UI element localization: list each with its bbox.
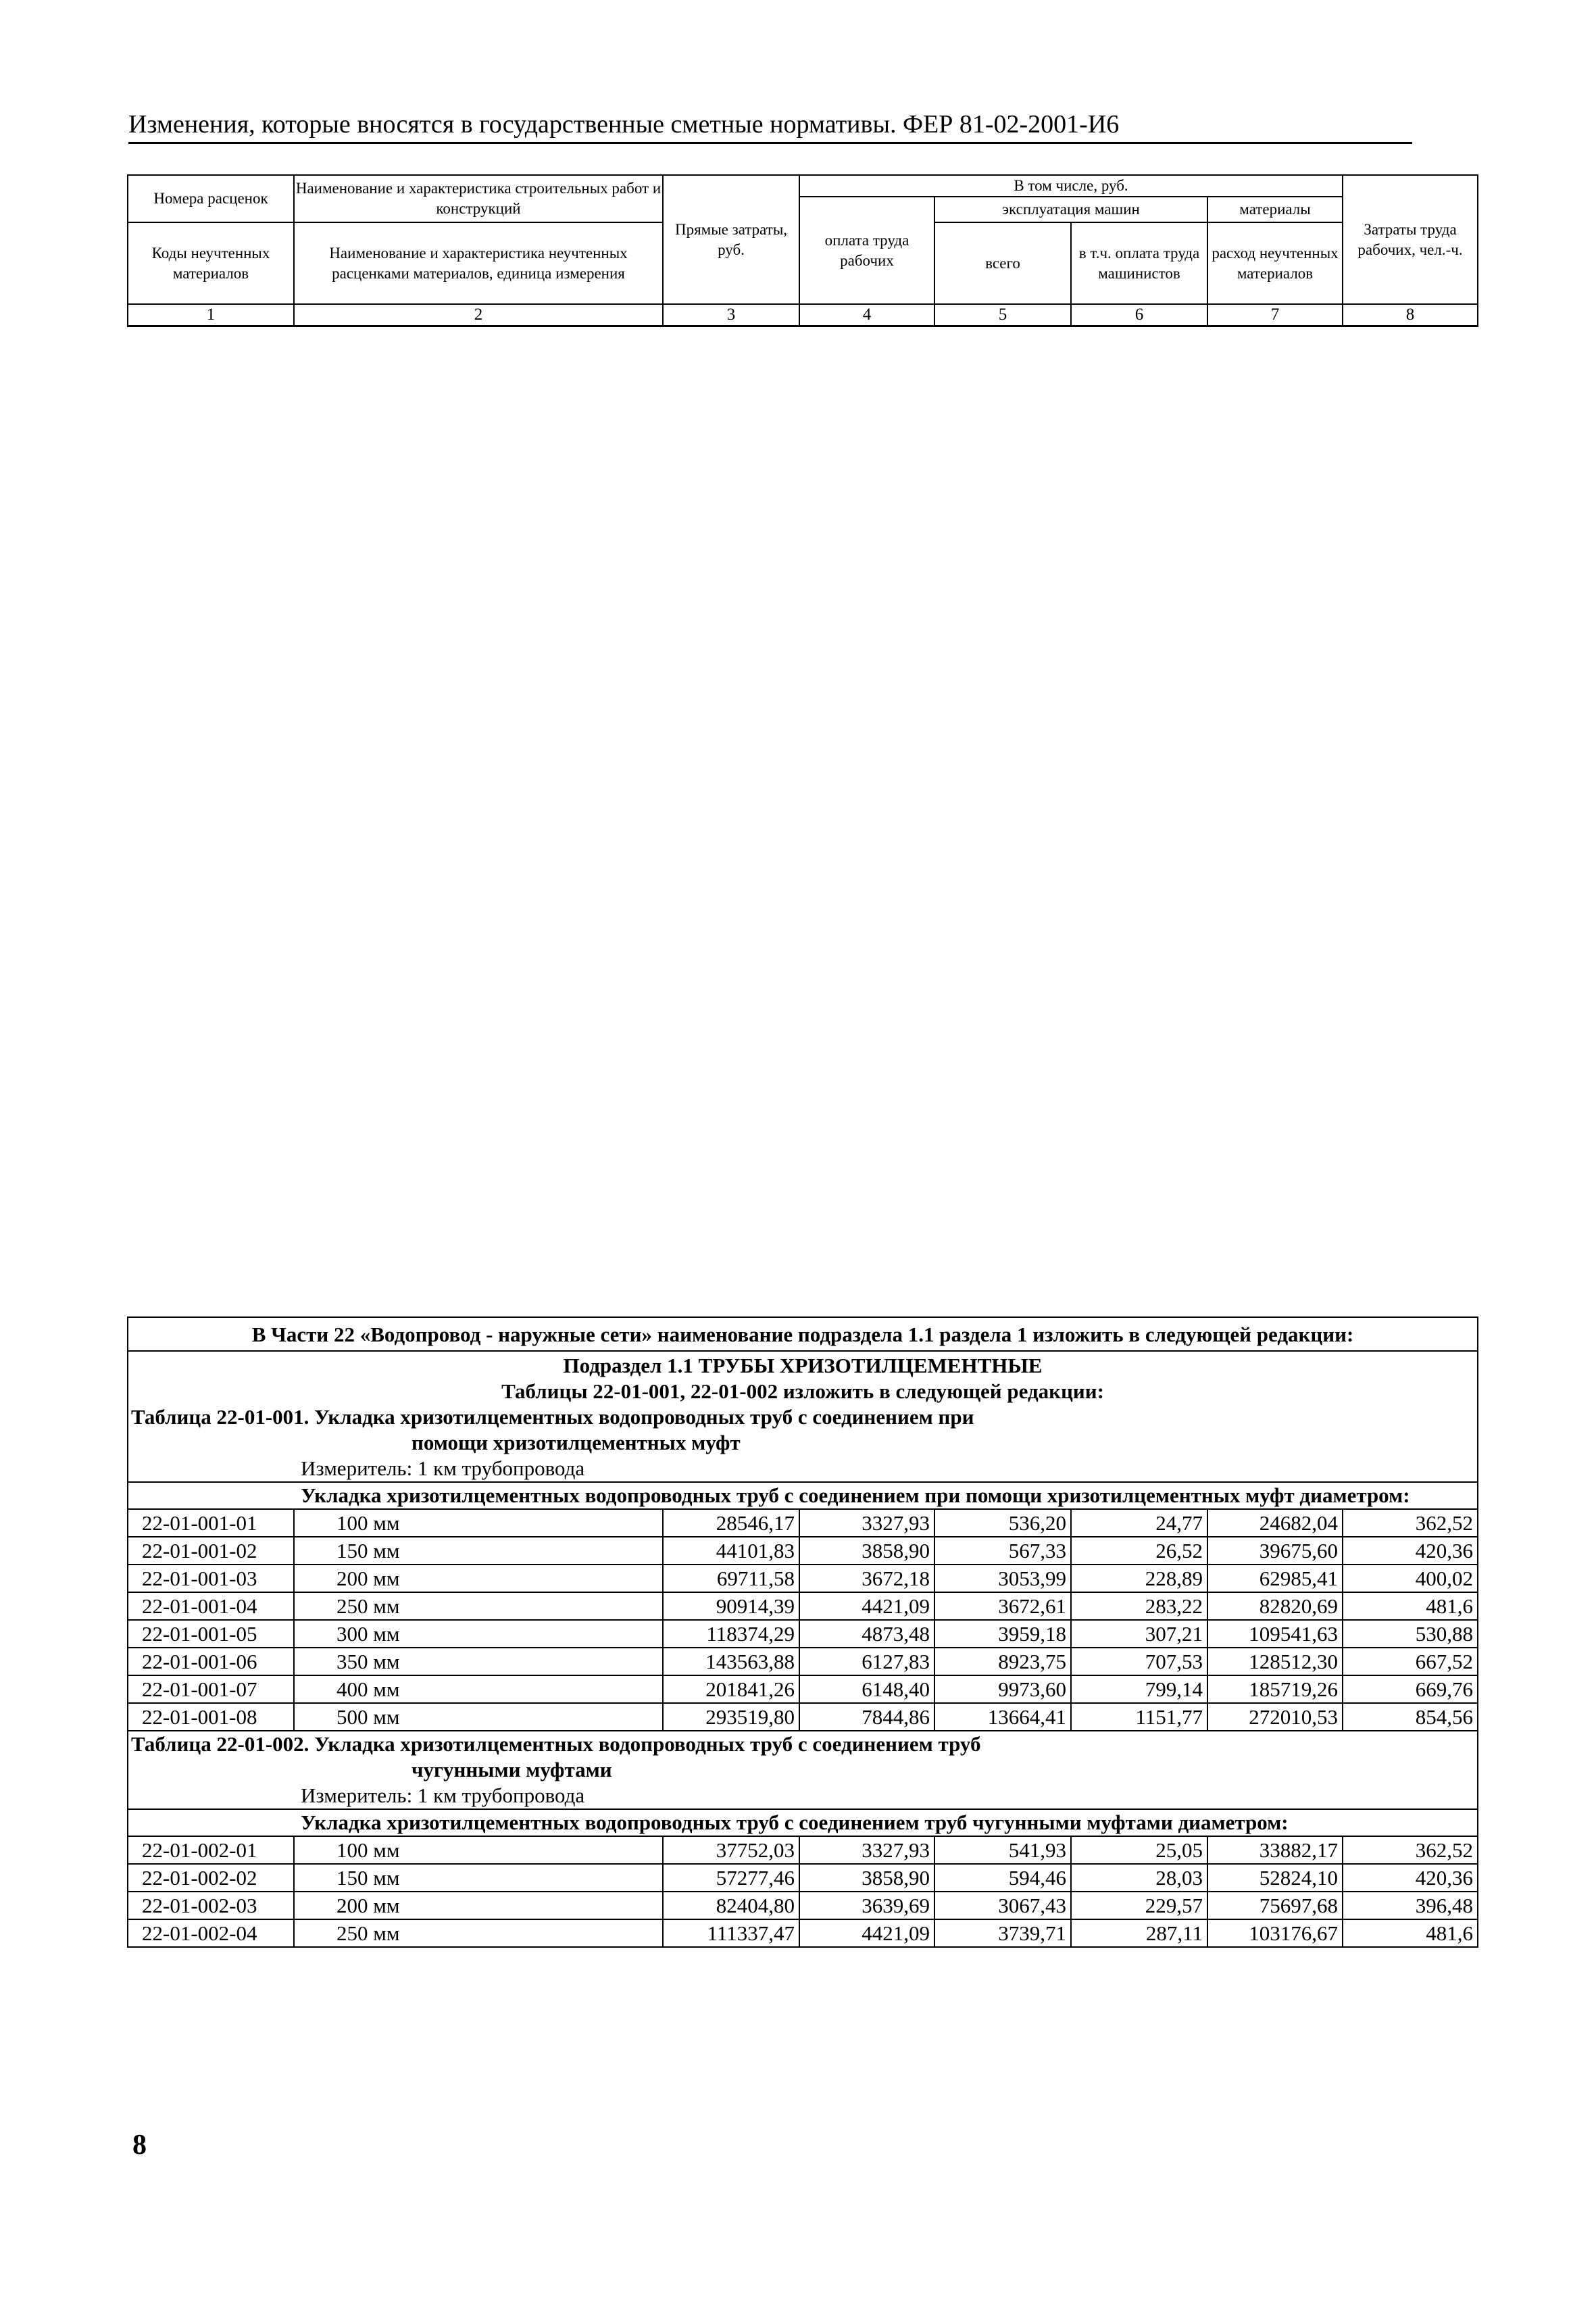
row-code: 22-01-002-01 (128, 1836, 294, 1864)
table-row (128, 1892, 1478, 1919)
header-col1-bottom: Коды неучтенных материалов (128, 222, 294, 304)
header-group-machines: эксплуатация машин (934, 197, 1207, 222)
machinist-pay: 1151,77 (1071, 1703, 1207, 1731)
header-rule (128, 142, 1412, 144)
labor-hours: 420,36 (1343, 1864, 1478, 1892)
worker-pay: 3639,69 (799, 1892, 934, 1919)
materials-consumption: 185719,26 (1207, 1675, 1343, 1703)
row-code: 22-01-001-03 (128, 1565, 294, 1592)
worker-pay: 4421,09 (799, 1919, 934, 1947)
row-code: 22-01-001-05 (128, 1620, 294, 1648)
row-code: 22-01-001-02 (128, 1537, 294, 1565)
row-size: 100 мм (294, 1509, 663, 1537)
row-size: 150 мм (294, 1537, 663, 1565)
materials-consumption: 272010,53 (1207, 1703, 1343, 1731)
worker-pay: 6148,40 (799, 1675, 934, 1703)
labor-hours: 669,76 (1343, 1675, 1478, 1703)
header-col5: всего (934, 222, 1071, 304)
machinist-pay: 26,52 (1071, 1537, 1207, 1565)
row-code: 22-01-002-03 (128, 1892, 294, 1919)
row-size: 300 мм (294, 1620, 663, 1648)
row-size: 250 мм (294, 1592, 663, 1620)
table-row (128, 1565, 1478, 1592)
machines-total: 8923,75 (934, 1648, 1071, 1675)
labor-hours: 481,6 (1343, 1592, 1478, 1620)
direct-cost: 201841,26 (663, 1675, 799, 1703)
materials-consumption: 33882,17 (1207, 1836, 1343, 1864)
row-size: 100 мм (294, 1836, 663, 1864)
direct-cost: 111337,47 (663, 1919, 799, 1947)
row-code: 22-01-001-07 (128, 1675, 294, 1703)
materials-consumption: 52824,10 (1207, 1864, 1343, 1892)
row-size: 400 мм (294, 1675, 663, 1703)
table-row (128, 1592, 1478, 1620)
header-col6: в т.ч. оплата труда машинистов (1071, 222, 1207, 304)
materials-consumption: 39675,60 (1207, 1537, 1343, 1565)
labor-hours: 400,02 (1343, 1565, 1478, 1592)
table1-title-line2: помощи хризотилцементных муфт (412, 1431, 741, 1454)
direct-cost: 143563,88 (663, 1648, 799, 1675)
direct-cost: 69711,58 (663, 1565, 799, 1592)
page-number: 8 (132, 2130, 147, 2161)
amendment-block (127, 1316, 1478, 1948)
header-num-2: 2 (294, 304, 663, 326)
worker-pay: 3327,93 (799, 1509, 934, 1537)
machines-total: 3672,61 (934, 1592, 1071, 1620)
tables-statement: Таблицы 22-01-001, 22-01-002 изложить в следующей редакции: (128, 1379, 1478, 1404)
header-col1-top: Номера расценок (128, 175, 294, 222)
machines-total: 3067,43 (934, 1892, 1071, 1919)
direct-cost: 28546,17 (663, 1509, 799, 1537)
worker-pay: 6127,83 (799, 1648, 934, 1675)
subsection-title: Подраздел 1.1 ТРУБЫ ХРИЗОТИЛЦЕМЕНТНЫЕ (128, 1351, 1478, 1379)
table-row (128, 1675, 1478, 1703)
header-col2-bottom: Наименование и характеристика неучтенных расценками материалов, единица измерения (294, 222, 663, 304)
header-num-5: 5 (934, 304, 1071, 326)
materials-consumption: 82820,69 (1207, 1592, 1343, 1620)
column-header-table (127, 174, 1478, 327)
header-col8: Затраты труда рабочих, чел.-ч. (1343, 175, 1478, 304)
materials-consumption: 103176,67 (1207, 1919, 1343, 1947)
header-num-8: 8 (1343, 304, 1478, 326)
table2-title-line2: чугунными муфтами (412, 1758, 612, 1781)
machinist-pay: 707,53 (1071, 1648, 1207, 1675)
materials-consumption: 128512,30 (1207, 1648, 1343, 1675)
table-row (128, 1703, 1478, 1731)
table-row (128, 1537, 1478, 1565)
machines-total: 9973,60 (934, 1675, 1071, 1703)
materials-consumption: 62985,41 (1207, 1565, 1343, 1592)
header-col2-top: Наименование и характеристика строительных работ и конструкций (294, 175, 663, 222)
machinist-pay: 307,21 (1071, 1620, 1207, 1648)
machines-total: 536,20 (934, 1509, 1071, 1537)
worker-pay: 3858,90 (799, 1537, 934, 1565)
machines-total: 541,93 (934, 1836, 1071, 1864)
table1-caption: Укладка хризотилцементных водопроводных труб с соединением при помощи хризотилцементных муфт диаметром: (128, 1482, 1478, 1509)
direct-cost: 293519,80 (663, 1703, 799, 1731)
direct-cost: 90914,39 (663, 1592, 799, 1620)
intro-text: В Части 22 «Водопровод - наружные сети» наименование подраздела 1.1 раздела 1 изложить в следующей редакции: (128, 1317, 1478, 1351)
table-row (128, 1509, 1478, 1537)
table-row (128, 1919, 1478, 1947)
table2-title (128, 1731, 1478, 1783)
machinist-pay: 799,14 (1071, 1675, 1207, 1703)
row-size: 150 мм (294, 1864, 663, 1892)
labor-hours: 481,6 (1343, 1919, 1478, 1947)
machines-total: 13664,41 (934, 1703, 1071, 1731)
table2-title-line1: Таблица 22-01-002. Укладка хризотилцементных водопроводных труб с соединением труб (131, 1732, 981, 1756)
machinist-pay: 283,22 (1071, 1592, 1207, 1620)
header-num-1: 1 (128, 304, 294, 326)
table1-body (128, 1509, 1478, 1731)
labor-hours: 854,56 (1343, 1703, 1478, 1731)
direct-cost: 57277,46 (663, 1864, 799, 1892)
labor-hours: 420,36 (1343, 1537, 1478, 1565)
header-col4: оплата труда рабочих (799, 197, 934, 304)
machines-total: 3739,71 (934, 1919, 1071, 1947)
materials-consumption: 24682,04 (1207, 1509, 1343, 1537)
direct-cost: 118374,29 (663, 1620, 799, 1648)
row-code: 22-01-001-06 (128, 1648, 294, 1675)
machines-total: 3959,18 (934, 1620, 1071, 1648)
table2-caption: Укладка хризотилцементных водопроводных труб с соединением труб чугунными муфтами диаметром: (128, 1809, 1478, 1836)
header-num-4: 4 (799, 304, 934, 326)
table-row (128, 1864, 1478, 1892)
row-size: 350 мм (294, 1648, 663, 1675)
table1-meter: Измеритель: 1 км трубопровода (128, 1456, 1478, 1482)
header-num-3: 3 (663, 304, 799, 326)
row-code: 22-01-001-08 (128, 1703, 294, 1731)
labor-hours: 396,48 (1343, 1892, 1478, 1919)
row-size: 200 мм (294, 1892, 663, 1919)
worker-pay: 3858,90 (799, 1864, 934, 1892)
direct-cost: 37752,03 (663, 1836, 799, 1864)
table-row (128, 1836, 1478, 1864)
worker-pay: 4873,48 (799, 1620, 934, 1648)
labor-hours: 667,52 (1343, 1648, 1478, 1675)
running-header: Изменения, которые вносятся в государственные сметные нормативы. ФЕР 81-02-2001-И6 (128, 110, 1120, 139)
labor-hours: 362,52 (1343, 1509, 1478, 1537)
materials-consumption: 109541,63 (1207, 1620, 1343, 1648)
header-group-including: В том числе, руб. (799, 175, 1343, 197)
labor-hours: 530,88 (1343, 1620, 1478, 1648)
machinist-pay: 24,77 (1071, 1509, 1207, 1537)
row-size: 200 мм (294, 1565, 663, 1592)
machines-total: 3053,99 (934, 1565, 1071, 1592)
table1-title-line1: Таблица 22-01-001. Укладка хризотилцементных водопроводных труб с соединением при (131, 1405, 974, 1429)
machinist-pay: 229,57 (1071, 1892, 1207, 1919)
header-col7: расход неучтенных материалов (1207, 222, 1343, 304)
worker-pay: 7844,86 (799, 1703, 934, 1731)
table2-body (128, 1836, 1478, 1947)
direct-cost: 82404,80 (663, 1892, 799, 1919)
table2-meter: Измеритель: 1 км трубопровода (128, 1783, 1478, 1809)
labor-hours: 362,52 (1343, 1836, 1478, 1864)
worker-pay: 3672,18 (799, 1565, 934, 1592)
table-row (128, 1648, 1478, 1675)
row-size: 250 мм (294, 1919, 663, 1947)
machinist-pay: 28,03 (1071, 1864, 1207, 1892)
worker-pay: 4421,09 (799, 1592, 934, 1620)
table1-title (128, 1404, 1478, 1456)
direct-cost: 44101,83 (663, 1537, 799, 1565)
machinist-pay: 228,89 (1071, 1565, 1207, 1592)
header-num-6: 6 (1071, 304, 1207, 326)
machinist-pay: 287,11 (1071, 1919, 1207, 1947)
machinist-pay: 25,05 (1071, 1836, 1207, 1864)
machines-total: 567,33 (934, 1537, 1071, 1565)
machines-total: 594,46 (934, 1864, 1071, 1892)
header-group-materials: материалы (1207, 197, 1343, 222)
row-code: 22-01-001-01 (128, 1509, 294, 1537)
materials-consumption: 75697,68 (1207, 1892, 1343, 1919)
row-size: 500 мм (294, 1703, 663, 1731)
row-code: 22-01-002-02 (128, 1864, 294, 1892)
row-code: 22-01-001-04 (128, 1592, 294, 1620)
header-num-7: 7 (1207, 304, 1343, 326)
row-code: 22-01-002-04 (128, 1919, 294, 1947)
table-row (128, 1620, 1478, 1648)
header-col3: Прямые затраты, руб. (663, 175, 799, 304)
worker-pay: 3327,93 (799, 1836, 934, 1864)
